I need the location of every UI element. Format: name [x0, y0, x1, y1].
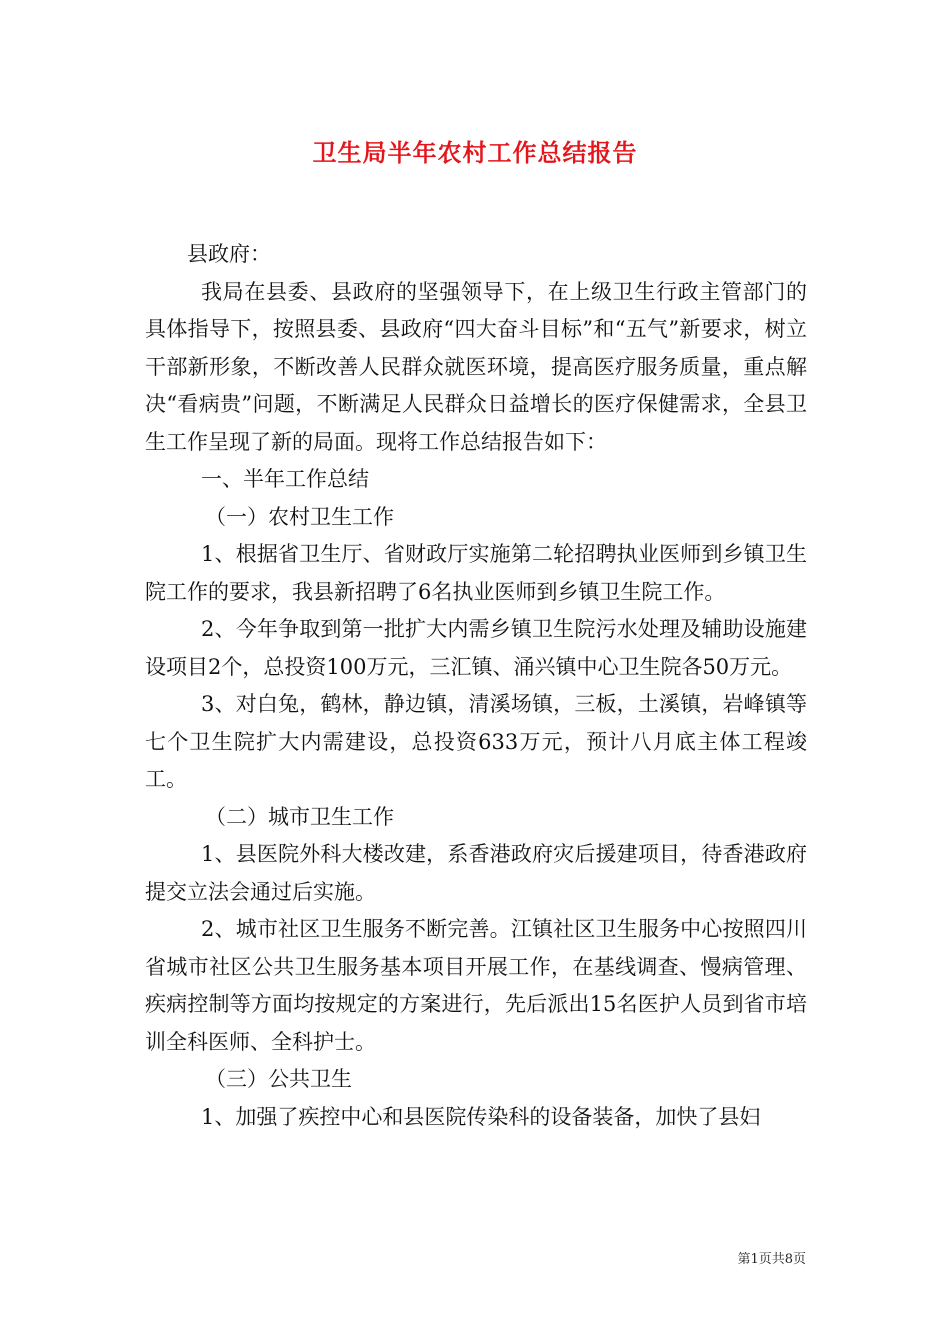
intro-paragraph: 我局在县委、县政府的坚强领导下，在上级卫生行政主管部门的具体指导下，按照县委、县政府“四大奋斗目标”和“五气”新要求，树立干部新形象，不断改善人民群众就医环境，提高医疗服务质量，重点解决“看病贵”问题，不断满足人民群众日益增长的医疗保健需求，全县卫生工作呈现了新的局面。现将工作总结报告如下： [145, 279, 807, 454]
rural-item-3: 3、对白兔，鹤林，静边镇，清溪场镇，三板，土溪镇，岩峰镇等七个卫生院扩大内需建设，总投资633万元，预计八月底主体工程竣工。 [145, 692, 807, 791]
page-number: 第1页共8页 [737, 1252, 806, 1267]
urban-item-2: 2、城市社区卫生服务不断完善。江镇社区卫生服务中心按照四川省城市社区公共卫生服务基本项目开展工作，在基线调查、慢病管理、疾病控制等方面均按规定的方案进行，先后派出15名医护人员到省市培训全科医师、全科护士。 [145, 917, 807, 1054]
document-body [145, 236, 807, 1136]
rural-item-2: 2、今年争取到第一批扩大内需乡镇卫生院污水处理及辅助设施建设项目2个，总投资100万元，三汇镇、涌兴镇中心卫生院各50万元。 [145, 617, 807, 679]
subsection-heading-rural: （一）农村卫生工作 [205, 504, 394, 529]
rural-item-1: 1、根据省卫生厅、省财政厅实施第二轮招聘执业医师到乡镇卫生院工作的要求，我县新招聘了6名执业医师到乡镇卫生院工作。 [145, 542, 807, 604]
subsection-heading-public-health: （三）公共卫生 [205, 1067, 352, 1091]
salutation: 县政府： [187, 242, 271, 266]
subsection-heading-urban: （二）城市卫生工作 [205, 804, 394, 829]
public-health-item-1: 1、加强了疾控中心和县医院传染科的设备装备，加快了县妇 [201, 1104, 761, 1129]
urban-item-1: 1、县医院外科大楼改建，系香港政府灾后援建项目，待香港政府提交立法会通过后实施。 [145, 842, 807, 904]
document-title: 卫生局半年农村工作总结报告 [312, 138, 638, 167]
section-heading-1: 一、半年工作总结 [201, 467, 369, 491]
